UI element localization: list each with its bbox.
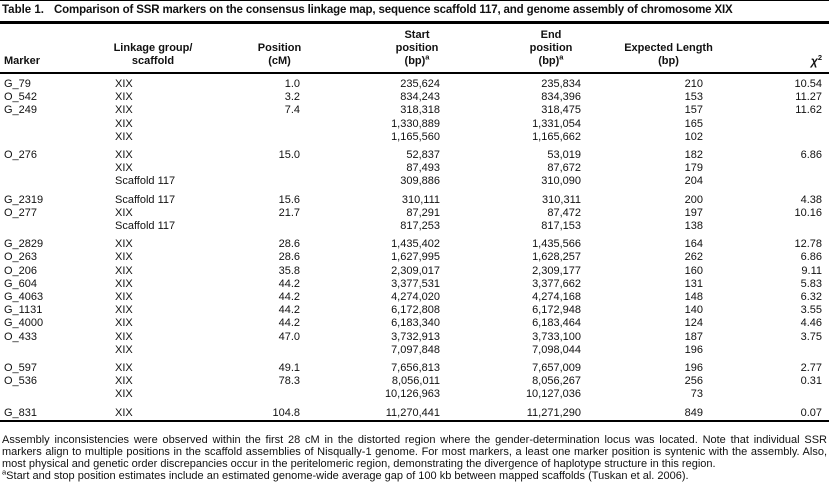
- cell-end: 1,331,054: [532, 117, 581, 130]
- column-header-marker: Marker: [0, 24, 95, 73]
- cell-length: 157: [684, 104, 703, 117]
- cell-position: 7.4: [284, 104, 300, 117]
- cell-end: 11,271,290: [526, 406, 581, 419]
- cell-position: 3.2: [284, 91, 300, 104]
- cell-end: 87,672: [547, 162, 581, 175]
- cell-chi: 6.86: [800, 251, 822, 264]
- cell-length: 140: [684, 304, 703, 317]
- marker-group-row: [0, 251, 829, 264]
- marker-group-row: [0, 317, 829, 330]
- cell-position: 15.6: [278, 193, 300, 206]
- cell-linkage: XIX: [115, 238, 133, 251]
- cell-position: 15.0: [278, 149, 300, 162]
- cell-end: 7,098,044: [532, 343, 581, 356]
- cell-linkage: XIX: [115, 406, 133, 419]
- cell-start: 1,435,402: [391, 238, 440, 251]
- cell-position: [241, 162, 303, 175]
- cell-end: 318,475: [541, 104, 581, 117]
- cell-position: [241, 118, 303, 131]
- cell-length: 124: [684, 317, 703, 330]
- cell-marker: O_433: [4, 330, 38, 343]
- column-header-linkage: Linkage group/ scaffold: [95, 24, 241, 73]
- cell-end: 235,834: [541, 78, 581, 90]
- marker-group-row: [0, 144, 829, 162]
- cell-position: [241, 175, 303, 188]
- cell-start: 2,309,017: [391, 264, 440, 277]
- marker-group-row: [0, 73, 829, 91]
- cell-chi: 12.78: [794, 238, 822, 251]
- cell-end: 6,183,464: [532, 317, 581, 330]
- marker-group-row: [0, 207, 829, 220]
- cell-length: 196: [684, 343, 703, 356]
- cell-length: 200: [684, 193, 703, 206]
- cell-chi: [720, 118, 829, 131]
- cell-marker: G_2319: [4, 193, 44, 206]
- cell-end: 87,472: [547, 206, 581, 219]
- cell-marker: [0, 220, 95, 233]
- cell-linkage: XIX: [115, 277, 133, 290]
- cell-end: 1,165,662: [532, 130, 581, 143]
- cell-linkage: XIX: [115, 291, 133, 304]
- cell-chi: 6.32: [800, 291, 822, 304]
- cell-end: 310,311: [542, 193, 581, 206]
- table-title-label: Table 1.: [2, 4, 44, 16]
- marker-subrow: [0, 388, 829, 401]
- cell-marker: G_2829: [4, 238, 44, 251]
- marker-group-row: [0, 278, 829, 291]
- cell-end: 834,396: [541, 91, 581, 104]
- marker-subrow: [0, 118, 829, 131]
- cell-chi: 0.31: [800, 375, 822, 388]
- column-header-chi: $\chi^2$: [720, 24, 829, 73]
- cell-start: 3,732,913: [391, 330, 440, 343]
- footnote-a-text: Start and stop position estimates include an estimated genome-wide average gap of 100 kb between mapped scaffolds (Tuskan et al. 2006).: [6, 470, 689, 483]
- cell-position: [241, 131, 303, 144]
- marker-group-row: [0, 104, 829, 117]
- cell-chi: 2.77: [800, 362, 822, 375]
- cell-end: 1,435,566: [532, 238, 581, 251]
- cell-marker: O_263: [4, 251, 38, 264]
- footnote-a-marker: a: [2, 467, 7, 477]
- cell-start: 7,656,813: [391, 362, 440, 375]
- cell-position: 35.8: [278, 264, 300, 277]
- cell-start: 52,837: [406, 149, 440, 162]
- cell-length: 204: [684, 175, 703, 188]
- marker-group-row: [0, 331, 829, 344]
- cell-chi: [720, 388, 829, 401]
- cell-position: 78.3: [278, 375, 300, 388]
- cell-linkage: XIX: [115, 251, 133, 264]
- cell-length: 165: [684, 117, 703, 130]
- cell-end: 6,172,948: [532, 304, 581, 317]
- cell-length: 148: [684, 291, 703, 304]
- cell-length: 196: [684, 362, 703, 375]
- cell-chi: 4.46: [800, 317, 822, 330]
- cell-length: 164: [684, 238, 703, 251]
- cell-position: 44.2: [278, 317, 300, 330]
- cell-length: 262: [684, 251, 703, 264]
- cell-end: 310,090: [541, 175, 581, 188]
- cell-start: 1,627,995: [391, 251, 440, 264]
- cell-length: 73: [690, 388, 703, 401]
- marker-group-row: [0, 304, 829, 317]
- cell-end: 2,309,177: [532, 264, 581, 277]
- cell-start: 309,886: [400, 175, 440, 188]
- cell-start: 235,624: [400, 78, 440, 90]
- cell-marker: G_604: [4, 277, 38, 290]
- cell-chi: 10.16: [794, 206, 822, 219]
- marker-group-row: [0, 357, 829, 375]
- marker-subrow: [0, 175, 829, 188]
- cell-chi: 6.86: [800, 149, 822, 162]
- ssr-marker-table: [0, 24, 829, 420]
- cell-position: 44.2: [278, 291, 300, 304]
- cell-marker: [0, 388, 95, 401]
- cell-length: 187: [684, 330, 703, 343]
- table-head-row: [0, 24, 829, 73]
- bottom-rule: [0, 420, 829, 422]
- cell-end: 8,056,267: [532, 375, 581, 388]
- column-header-position: Position (cM): [241, 24, 303, 73]
- marker-group-row: [0, 402, 829, 420]
- cell-length: 102: [684, 130, 703, 143]
- cell-linkage: XIX: [115, 206, 133, 219]
- cell-linkage: XIX: [115, 264, 133, 277]
- cell-start: 1,165,560: [391, 130, 440, 143]
- cell-linkage: XIX: [115, 104, 133, 117]
- cell-marker: O_276: [4, 149, 38, 162]
- cell-chi: 4.38: [800, 193, 822, 206]
- cell-chi: 11.62: [795, 104, 822, 117]
- table-body: [0, 73, 829, 420]
- cell-end: 4,274,168: [532, 291, 581, 304]
- cell-marker: O_536: [4, 375, 38, 388]
- cell-length: 160: [684, 264, 703, 277]
- cell-start: 4,274,020: [391, 291, 440, 304]
- cell-end: 7,657,009: [532, 362, 581, 375]
- cell-marker: [0, 344, 95, 357]
- marker-subrow: [0, 131, 829, 144]
- cell-marker: [0, 175, 95, 188]
- table-title-text: Comparison of SSR markers on the consensus linkage map, sequence scaffold 117, and genome assembly of chromosome XIX: [53, 4, 733, 16]
- cell-position: [241, 344, 303, 357]
- cell-linkage: Scaffold 117: [115, 220, 176, 233]
- cell-marker: G_1131: [4, 304, 43, 317]
- cell-end: 10,127,036: [525, 388, 581, 401]
- cell-start: 817,253: [400, 220, 440, 233]
- cell-position: 47.0: [278, 330, 300, 343]
- cell-linkage: XIX: [115, 317, 133, 330]
- marker-group-row: [0, 91, 829, 104]
- cell-linkage: XIX: [115, 375, 133, 388]
- cell-start: 834,243: [400, 91, 440, 104]
- cell-linkage: Scaffold 117: [115, 193, 176, 206]
- cell-linkage: XIX: [115, 117, 133, 130]
- cell-end: 3,733,100: [532, 330, 581, 343]
- marker-group-row: [0, 189, 829, 207]
- cell-start: 7,097,848: [391, 343, 440, 356]
- cell-length: 138: [684, 220, 703, 233]
- cell-position: 104.8: [272, 406, 300, 419]
- cell-linkage: XIX: [115, 330, 133, 343]
- cell-marker: G_79: [4, 78, 31, 90]
- cell-marker: [0, 118, 95, 131]
- cell-start: 1,330,889: [391, 117, 440, 130]
- cell-position: 28.6: [278, 251, 300, 264]
- cell-length: 153: [684, 91, 703, 104]
- cell-chi: [720, 162, 829, 175]
- cell-position: 49.1: [278, 362, 300, 375]
- cell-start: 6,172,808: [391, 304, 440, 317]
- cell-linkage: XIX: [115, 162, 133, 175]
- cell-start: 87,493: [406, 162, 440, 175]
- cell-start: 8,056,011: [391, 375, 440, 388]
- footnote-general: Assembly inconsistencies were observed within the first 28 cM in the distorted region where the gender-determination locus was located. Note that individual SSR markers align to multiple positions in the scaffold assemblies of Nisqually-1 genome. For most markers, a least one marker position is syntenic with the assembly. Also, most physical and genetic order discrepancies occur in the peritelomeric region, demonstrating the divergence of haplotype structure in this region.: [2, 433, 827, 471]
- cell-linkage: XIX: [115, 304, 133, 317]
- cell-length: 179: [684, 162, 703, 175]
- cell-chi: 9.11: [801, 264, 822, 277]
- cell-chi: 5.83: [800, 277, 822, 290]
- marker-subrow: [0, 344, 829, 357]
- cell-marker: G_4063: [4, 291, 44, 304]
- cell-length: 256: [684, 375, 703, 388]
- column-header-start: Start position (bp)$^a$: [303, 24, 441, 73]
- cell-length: 849: [684, 406, 703, 419]
- cell-chi: 11.27: [795, 91, 822, 104]
- cell-chi: 3.75: [800, 330, 822, 343]
- marker-group-row: [0, 233, 829, 251]
- cell-position: 21.7: [278, 206, 300, 219]
- cell-length: 182: [684, 149, 703, 162]
- cell-marker: [0, 131, 95, 144]
- column-header-end: End position (bp)$^a$: [441, 24, 581, 73]
- cell-chi: [720, 131, 829, 144]
- cell-start: 3,377,531: [391, 277, 440, 290]
- cell-end: 817,153: [541, 220, 581, 233]
- footnote-a: [2, 467, 827, 483]
- cell-linkage: Scaffold 117: [115, 175, 176, 188]
- cell-marker: O_597: [4, 362, 38, 375]
- cell-linkage: XIX: [115, 91, 133, 104]
- cell-start: 6,183,340: [391, 317, 440, 330]
- cell-end: 53,019: [547, 149, 581, 162]
- cell-linkage: XIX: [115, 388, 133, 401]
- cell-linkage: XIX: [115, 78, 133, 90]
- cell-chi: 3.55: [800, 304, 822, 317]
- cell-position: [241, 388, 303, 401]
- cell-length: 210: [684, 78, 703, 90]
- cell-position: 44.2: [278, 277, 300, 290]
- cell-chi: [720, 220, 829, 233]
- cell-chi: 10.54: [794, 78, 822, 90]
- cell-marker: [0, 162, 95, 175]
- cell-position: 44.2: [278, 304, 300, 317]
- marker-group-row: [0, 265, 829, 278]
- cell-length: 197: [684, 206, 703, 219]
- cell-start: 87,291: [406, 206, 440, 219]
- cell-end: 1,628,257: [532, 251, 581, 264]
- cell-marker: O_277: [4, 206, 38, 219]
- cell-marker: G_249: [4, 104, 38, 117]
- cell-position: 28.6: [278, 238, 300, 251]
- cell-marker: O_542: [4, 91, 38, 104]
- cell-start: 318,318: [400, 104, 440, 117]
- cell-linkage: XIX: [115, 130, 133, 143]
- cell-linkage: XIX: [115, 149, 133, 162]
- table-footnotes: [0, 434, 829, 483]
- table-title: [0, 1, 829, 21]
- cell-marker: G_4000: [4, 317, 44, 330]
- cell-chi: 0.07: [800, 406, 822, 419]
- cell-marker: G_831: [4, 406, 38, 419]
- cell-marker: O_206: [4, 264, 38, 277]
- marker-group-row: [0, 375, 829, 388]
- cell-position: 1.0: [284, 78, 300, 90]
- cell-chi: [720, 175, 829, 188]
- column-header-length: Expected Length (bp): [581, 24, 720, 73]
- cell-linkage: XIX: [115, 362, 133, 375]
- cell-start: 11,270,441: [385, 406, 440, 419]
- marker-subrow: [0, 162, 829, 175]
- cell-end: 3,377,662: [532, 277, 581, 290]
- cell-linkage: XIX: [115, 343, 133, 356]
- marker-subrow: [0, 220, 829, 233]
- cell-start: 10,126,963: [384, 388, 440, 401]
- cell-position: [241, 220, 303, 233]
- cell-start: 310,111: [401, 193, 440, 206]
- marker-group-row: [0, 291, 829, 304]
- cell-chi: [720, 344, 829, 357]
- cell-length: 131: [684, 277, 703, 290]
